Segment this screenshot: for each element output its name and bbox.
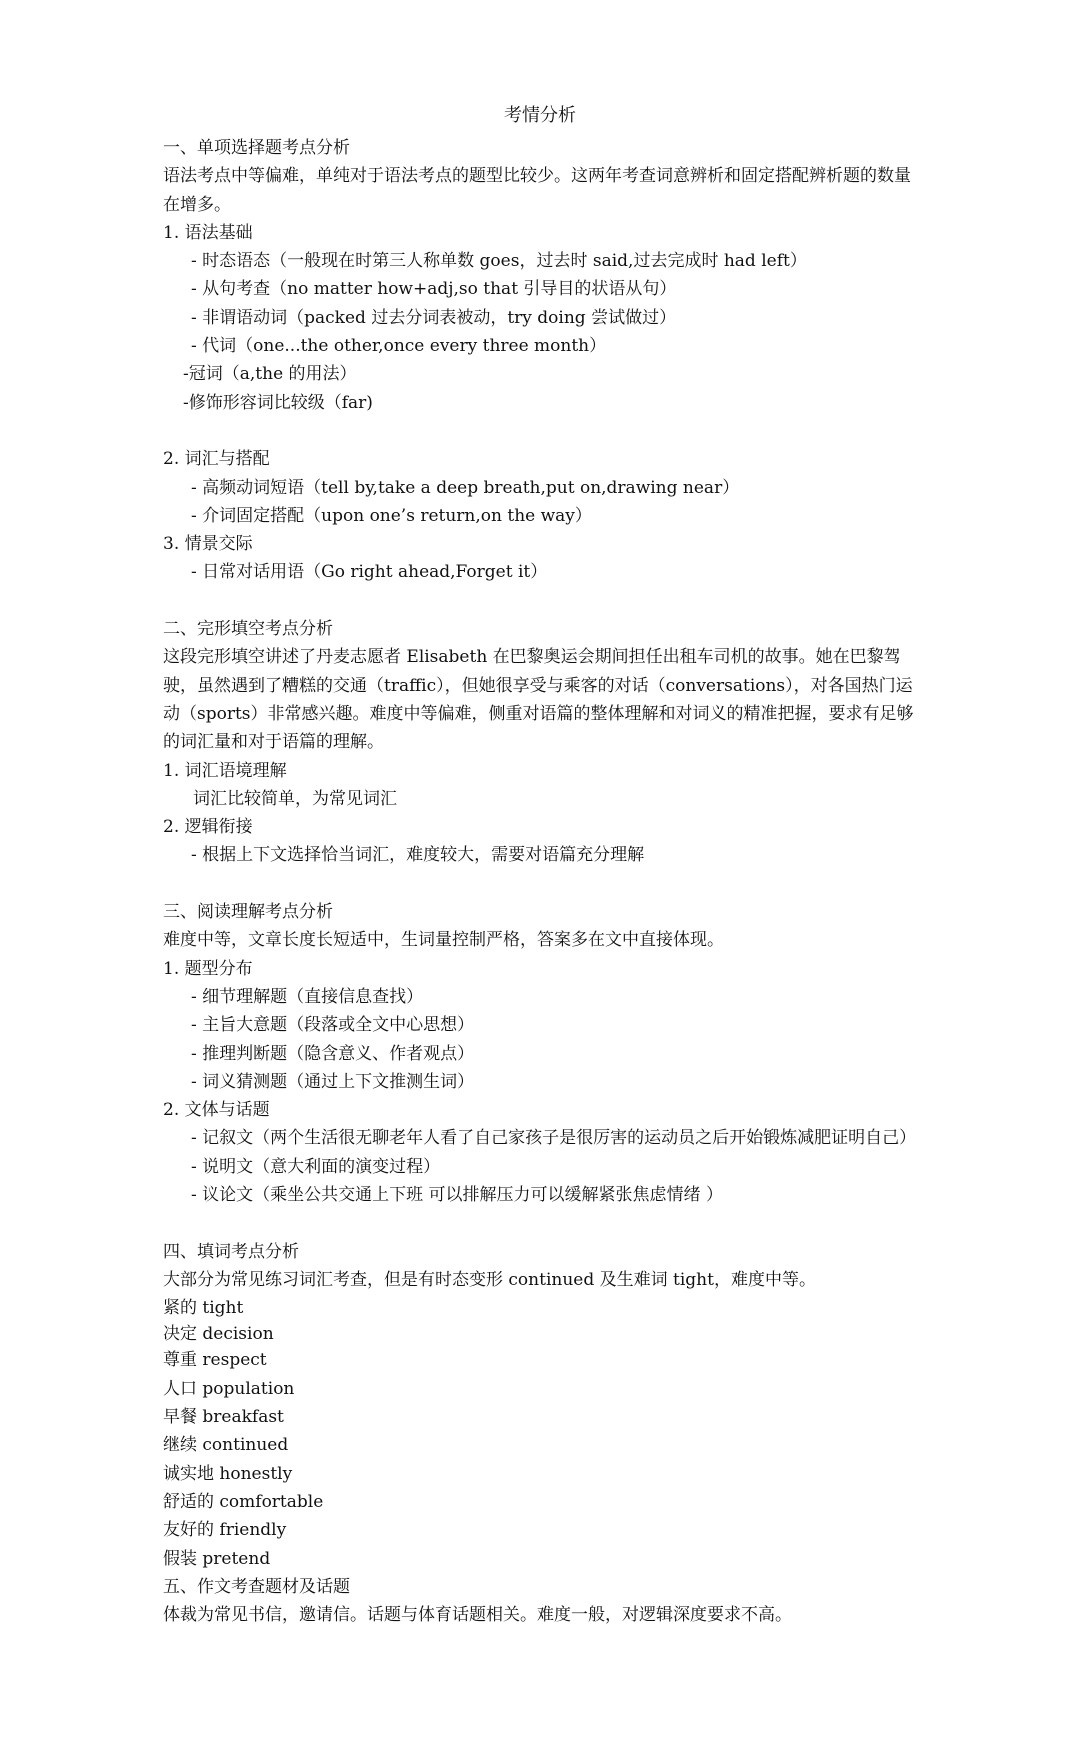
- s3-sub1-title: 1. 题型分布: [163, 958, 253, 979]
- list-item: - 介词固定搭配（upon one’s return,on the way）: [191, 505, 592, 526]
- spacer: [163, 417, 923, 445]
- s1-sub1-title: 1. 语法基础: [163, 222, 253, 243]
- spacer: [163, 870, 923, 898]
- list-item: -冠词（a,the 的用法）: [183, 364, 357, 385]
- section-4-intro: 大部分为常见练习词汇考查，但是有时态变形 continued 及生难词 tight，难度中等。: [163, 1269, 816, 1290]
- spacer: [163, 587, 923, 615]
- section-1-intro: 语法考点中等偏难，单纯对于语法考点的题型比较少。这两年考查词意辨析和固定搭配辨析题的数量在增多。: [163, 166, 911, 215]
- list-item: - 记叙文（两个生活很无聊老年人看了自己家孩子是很厉害的运动员之后开始锻炼减肥证明自己）: [191, 1128, 917, 1149]
- list-item: -修饰形容词比较级（far): [183, 392, 373, 413]
- word-entry: 诚实地 honestly: [163, 1463, 293, 1484]
- s1-sub2-title: 2. 词汇与搭配: [163, 449, 270, 470]
- list-item: - 主旨大意题（段落或全文中心思想）: [191, 1015, 475, 1036]
- page-title: 考情分析: [504, 105, 576, 126]
- word-entry: 人口 population: [163, 1378, 295, 1399]
- word-entry: 舒适的 comfortable: [163, 1491, 324, 1512]
- s3-sub2-title: 2. 文体与话题: [163, 1100, 270, 1121]
- section-5-intro: 体裁为常见书信，邀请信。话题与体育话题相关。难度一般，对逻辑深度要求不高。: [163, 1605, 792, 1626]
- list-item: - 词义猜测题（通过上下文推测生词）: [191, 1071, 475, 1092]
- word-entry: 决定 decision: [163, 1324, 274, 1345]
- word-entry: 尊重 respect: [163, 1350, 267, 1371]
- word-entry: 假装 pretend: [163, 1548, 271, 1569]
- list-item: - 说明文（意大利面的演变过程）: [191, 1156, 441, 1177]
- list-item: - 时态语态（一般现在时第三人称单数 goes，过去时 said,过去完成时 had left）: [191, 251, 807, 272]
- word-entry: 早餐 breakfast: [163, 1407, 284, 1428]
- list-item: - 议论文（乘坐公共交通上下班 可以排解压力可以缓解紧张焦虑情绪 ）: [191, 1184, 723, 1205]
- list-item: - 高频动词短语（tell by,take a deep breath,put on,drawing near）: [191, 477, 740, 498]
- section-2-heading: 二、完形填空考点分析: [163, 619, 333, 640]
- word-entry: 继续 continued: [163, 1435, 289, 1456]
- word-entry: 友好的 friendly: [163, 1520, 287, 1541]
- list-item: - 细节理解题（直接信息查找）: [191, 986, 424, 1007]
- list-item: - 根据上下文选择恰当词汇，难度较大，需要对语篇充分理解: [191, 845, 645, 866]
- document-body: [163, 134, 923, 1629]
- section-1-heading: 一、单项选择题考点分析: [163, 138, 350, 158]
- section-3-heading: 三、阅读理解考点分析: [163, 902, 333, 923]
- word-entry: 紧的 tight: [163, 1298, 244, 1319]
- list-item: - 推理判断题（隐含意义、作者观点）: [191, 1043, 475, 1064]
- section-5-heading: 五、作文考查题材及话题: [163, 1576, 350, 1597]
- section-4-heading: 四、填词考点分析: [163, 1241, 299, 1262]
- list-item: - 从句考查（no matter how+adj,so that 引导目的状语从句）: [191, 279, 677, 300]
- spacer: [163, 1209, 923, 1237]
- list-item: - 日常对话用语（Go right ahead,Forget it）: [191, 562, 548, 583]
- s2-sub2-title: 2. 逻辑衔接: [163, 817, 253, 838]
- list-item: - 非谓语动词（packed 过去分词表被动，try doing 尝试做过）: [191, 307, 677, 328]
- section-2-intro: 这段完形填空讲述了丹麦志愿者 Elisabeth 在巴黎奥运会期间担任出租车司机的故事。她在巴黎驾驶，虽然遇到了糟糕的交通（traffic），但她很享受与乘客的对话（conversations），对各国热门运动（sports）非常感兴趣。难度中等偏难，侧重对语篇的整体理解和对词义的精准把握，要求有足够的词汇量和对于语篇的理解。: [163, 647, 914, 753]
- s2-sub1-title: 1. 词汇语境理解: [163, 760, 287, 781]
- list-item: - 代词（one...the other,once every three month）: [191, 336, 607, 357]
- s2-sub1-text: 词汇比较简单，为常见词汇: [193, 788, 397, 809]
- section-3-intro: 难度中等，文章长度长短适中，生词量控制严格，答案多在文中直接体现。: [163, 930, 724, 951]
- s1-sub3-title: 3. 情景交际: [163, 534, 253, 555]
